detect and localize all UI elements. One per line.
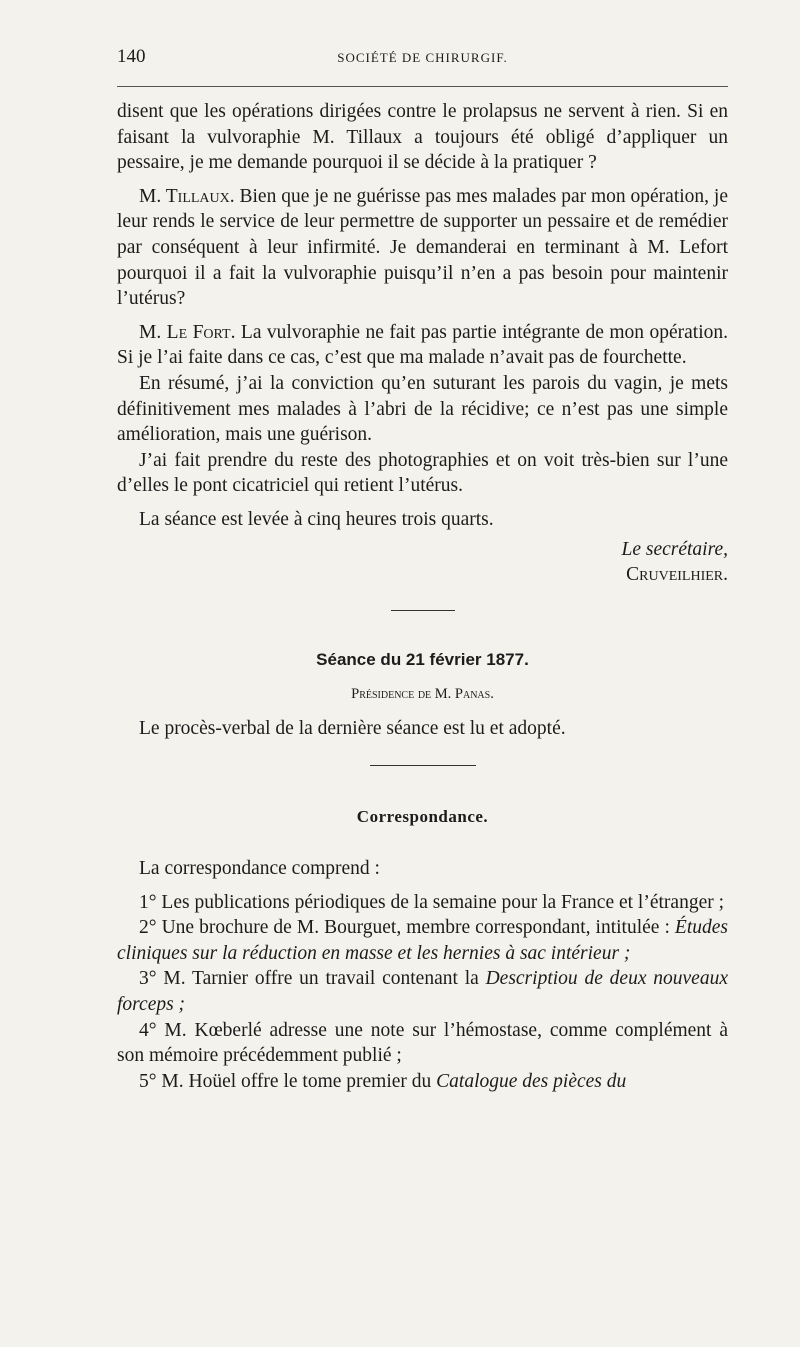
session-presidence: Présidence de M. Panas.: [351, 686, 494, 703]
paragraph-continuation: disent que les opérations dirigées contre le prolapsus ne servent à rien. Si en faisant la vulvoraphie M. Tillaux a toujours été obligé d’appliquer un pessaire, je me demande pourquoi il se décide à la pratiquer ?: [117, 101, 728, 174]
paragraph-tillaux: [117, 184, 728, 312]
correspondance-intro: La correspondance comprend :: [139, 858, 380, 880]
section-divider: [370, 765, 476, 766]
list-item: 4° M. Kœberlé adresse une note sur l’hémostase, comme complément à son mémoire précédemment publié ;: [117, 1019, 728, 1067]
section-divider: [391, 610, 455, 611]
page-body: [117, 99, 728, 1094]
session-minutes: Le procès-verbal de la dernière séance est lu et adopté.: [139, 717, 566, 739]
signature-name: Cruveilhier.: [626, 564, 728, 586]
paragraph-le-fort: [117, 320, 728, 371]
paragraph-photographies: J’ai fait prendre du reste des photographies et on voit très-bien sur l’une d’elles le pont cicatriciel qui retient l’utérus.: [117, 449, 728, 497]
publication-title: Études cliniques sur la réduction en masse et les hernies à sac intérieur ;: [117, 917, 728, 964]
correspondance-title: Correspondance.: [356, 807, 489, 827]
paragraph-closing: La séance est levée à cinq heures trois quarts.: [139, 508, 494, 530]
list-item-text: 3° M. Tarnier offre un travail contenant la: [139, 968, 486, 990]
session-title: Séance du 21 février 1877.: [316, 649, 529, 669]
publication-title: Catalogue des pièces du: [436, 1070, 627, 1092]
header-rule: [117, 86, 728, 87]
list-item: [117, 1069, 728, 1095]
page-number: 140: [117, 46, 146, 67]
list-item-text: 2° Une brochure de M. Bourguet, membre correspondant, intitulée :: [139, 917, 675, 939]
running-title: SOCIÉTÉ DE CHIRURGIF.: [337, 50, 508, 65]
paragraph-resume: En résumé, j’ai la conviction qu’en suturant les parois du vagin, je mets définitivement mes malades à l’abri de la récidive; ce n’est pas une simple amélioration, mais une guérison.: [117, 372, 728, 446]
speech-text: Bien que je ne guérisse pas mes malades par mon opération, je leur rends le service de leur permettre de supporter un pessaire et de remédier par conséquent à leur infirmité. Je demanderai en terminant à M. Lefort pourquoi il a fait la vulvoraphie puisqu’il n’en a pas besoin pour maintenir l’utérus?: [117, 185, 728, 310]
list-item: [117, 915, 728, 966]
list-item: [117, 966, 728, 1017]
publication-title: Descriptiou de deux nouveaux forceps ;: [117, 968, 728, 1016]
list-item: 1° Les publications périodiques de la semaine pour la France et l’étranger ;: [139, 891, 725, 913]
page-header: [117, 42, 728, 72]
signature-role: Le secrétaire,: [621, 538, 728, 560]
speech-text: La vulvoraphie ne fait pas partie intégrante de mon opération. Si je l’ai faite dans ce cas, c’est que ma malade n’avait pas de fourchette.: [117, 321, 729, 369]
list-item-text: 5° M. Hoüel offre le tome premier du: [139, 1070, 437, 1092]
speaker-name: M. Le Fort.: [139, 321, 236, 343]
speaker-name: M. Tillaux.: [139, 185, 235, 207]
